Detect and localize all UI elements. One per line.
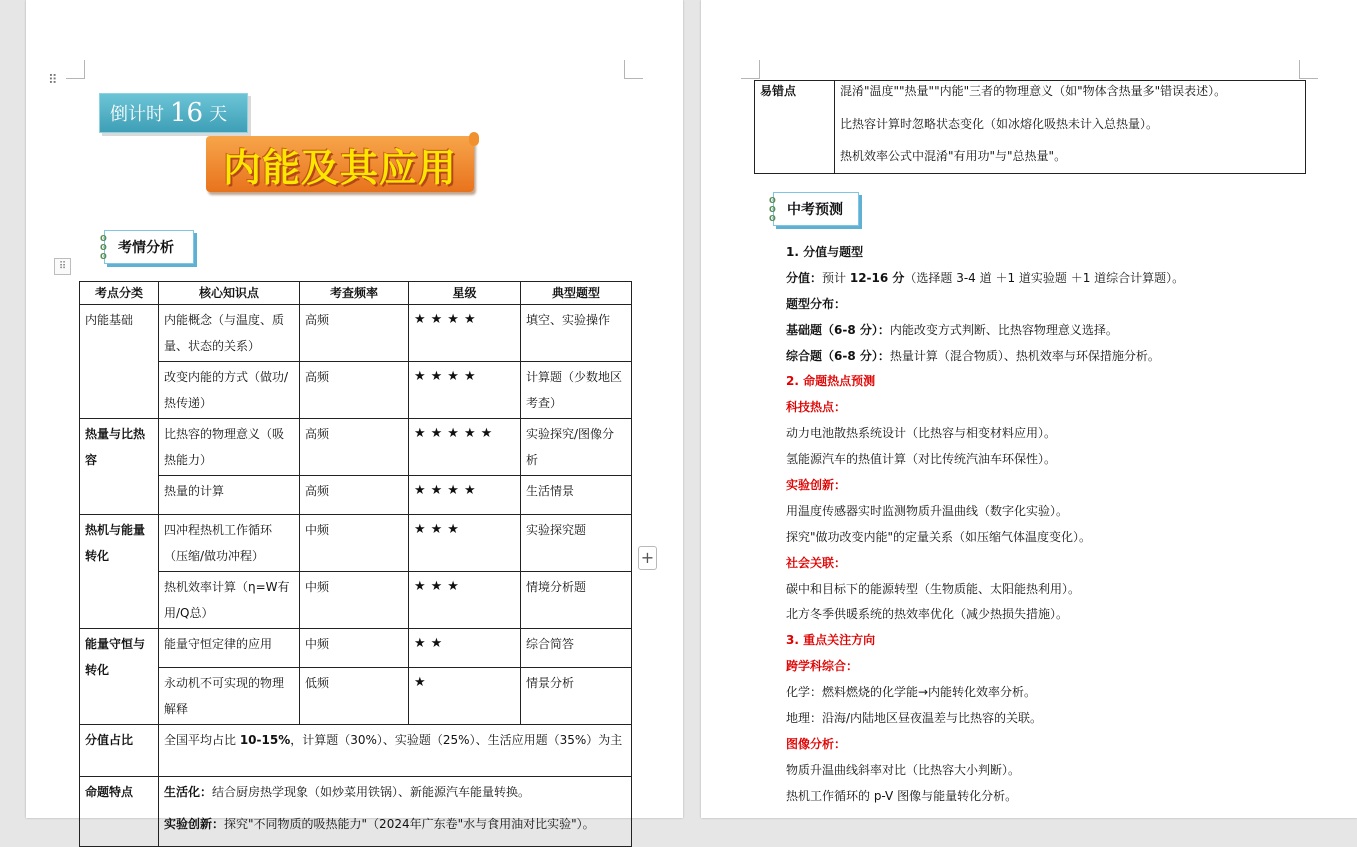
document-page-left[interactable] [26, 0, 683, 831]
label: 实验创新： [786, 478, 847, 493]
label: 综合题（6-8 分）： [786, 348, 890, 363]
star-rating-cell: ★★★ [409, 515, 521, 572]
category-cell: 命题特点 [80, 777, 159, 847]
document-page-right[interactable] [701, 0, 1357, 818]
feature-label: 生活化： [164, 785, 213, 799]
countdown-prefix: 倒计时 [110, 104, 164, 125]
paragraph: 物质升温曲线斜率对比（比热容大小判断）。 [786, 762, 1021, 777]
paragraph: 化学：燃料燃烧的化学能→内能转化效率分析。 [786, 685, 1037, 700]
table-row [80, 515, 632, 572]
question-type-cell: 情景分析 [521, 668, 632, 725]
heading: 2. 命题热点预测 [786, 374, 876, 389]
crop-mark [624, 60, 643, 79]
section-tag-analysis [100, 230, 194, 264]
paragraph [786, 266, 1326, 292]
section-title: 中考预测 [787, 202, 843, 218]
errors-cell [835, 81, 1306, 174]
category-cell: 热量与比热容 [80, 419, 159, 515]
crop-mark [1299, 60, 1318, 79]
table-row [80, 362, 632, 419]
text: 预计 [822, 270, 850, 285]
label: 基础题（6-8 分）： [786, 322, 890, 337]
score-share-pre: 全国平均占比 [164, 733, 240, 747]
label: 分值： [786, 270, 823, 285]
table-row [80, 572, 632, 629]
label: 科技热点： [786, 400, 847, 415]
heading: 1. 分值与题型 [786, 245, 864, 259]
paragraph: 氢能源汽车的热值计算（对比传统汽油车环保性）。 [786, 452, 1057, 467]
star-rating-cell: ★★ [409, 629, 521, 668]
star-rating-cell: ★★★ [409, 572, 521, 629]
feature-text: 探究"不同物质的吸热能力"（2024年广东卷"水与食用油对比实验"）。 [224, 817, 595, 831]
text: （选择题 3-4 道 ＋1 道实验题 ＋1 道综合计算题）。 [904, 270, 1185, 285]
text-bold: 12-16 分 [849, 270, 905, 285]
star-rating-cell: ★★★★ [409, 362, 521, 419]
chapter-title: 内能及其应用 [222, 145, 457, 190]
table-row [80, 476, 632, 515]
knowledge-cell: 热量的计算 [159, 476, 300, 515]
binder-rings-icon: ʘ ʘ ʘ [100, 234, 107, 261]
exam-analysis-table [79, 281, 632, 847]
label: 跨学科综合： [786, 659, 859, 674]
knowledge-cell: 四冲程热机工作循环（压缩/做功冲程） [159, 515, 300, 572]
paragraph [786, 318, 1326, 344]
table-header-cell: 考查频率 [300, 282, 409, 305]
question-type-cell: 生活情景 [521, 476, 632, 515]
question-type-cell: 综合简答 [521, 629, 632, 668]
knowledge-cell: 比热容的物理意义（吸热能力） [159, 419, 300, 476]
table-header-row [80, 282, 632, 305]
table-row [80, 725, 632, 777]
score-share-cell [159, 725, 632, 777]
question-type-cell: 实验探究/图像分析 [521, 419, 632, 476]
section-tag-prediction [769, 192, 859, 226]
frequency-cell: 高频 [300, 362, 409, 419]
score-share-range: 10-15% [239, 733, 291, 747]
table-header-cell: 考点分类 [80, 282, 159, 305]
frequency-cell: 中频 [300, 572, 409, 629]
star-rating-cell: ★★★★ [409, 305, 521, 362]
feature-line [164, 779, 626, 805]
crop-mark [66, 60, 85, 79]
category-cell: 易错点 [755, 81, 835, 174]
paragraph: 北方冬季供暖系统的热效率优化（减少热损失措施）。 [786, 607, 1069, 622]
paragraph-drag-handle-icon[interactable]: ⠿ [48, 73, 58, 88]
category-cell: 分值占比 [80, 725, 159, 777]
question-type-cell: 情境分析题 [521, 572, 632, 629]
add-column-plus-button[interactable]: + [638, 546, 657, 570]
category-cell: 内能基础 [80, 305, 159, 419]
paragraph: 热机工作循环的 p-V 图像与能量转化分析。 [786, 788, 1018, 803]
category-cell: 能量守恒与转化 [80, 629, 159, 725]
table-header-cell: 核心知识点 [159, 282, 300, 305]
features-cell [159, 777, 632, 847]
table-row [755, 81, 1306, 174]
category-cell: 热机与能量转化 [80, 515, 159, 629]
feature-text: 结合厨房热学现象（如炒菜用铁锅）、新能源汽车能量转换。 [212, 785, 531, 799]
paragraph: 动力电池散热系统设计（比热容与相变材料应用）。 [786, 426, 1057, 441]
error-item: 比热容计算时忽略状态变化（如冰熔化吸热未计入总热量）。 [840, 117, 1159, 131]
feature-label: 实验创新： [164, 817, 225, 831]
table-row [80, 777, 632, 847]
label: 题型分布： [786, 296, 847, 311]
prediction-content [786, 240, 1326, 810]
question-type-cell: 计算题（少数地区考查） [521, 362, 632, 419]
countdown-box [99, 93, 248, 133]
paragraph: 地理：沿海/内陆地区昼夜温差与比热容的关联。 [786, 711, 1043, 726]
heading: 3. 重点关注方向 [786, 633, 876, 648]
paragraph: 探究"做功改变内能"的定量关系（如压缩气体温度变化）。 [786, 529, 1092, 544]
text: 内能改变方式判断、比热容物理意义选择。 [889, 322, 1118, 337]
common-errors-table [754, 80, 1306, 174]
table-move-handle-icon[interactable]: ⠿ [54, 258, 71, 275]
text: 热量计算（混合物质）、热机效率与环保措施分析。 [889, 348, 1160, 363]
binder-rings-icon: ʘ ʘ ʘ [769, 196, 776, 223]
banner-curl-decoration [469, 132, 479, 146]
knowledge-cell: 热机效率计算（η=W有用/Q总） [159, 572, 300, 629]
frequency-cell: 低频 [300, 668, 409, 725]
knowledge-cell: 改变内能的方式（做功/热传递） [159, 362, 300, 419]
score-share-post: ，计算题（30%）、实验题（25%）、生活应用题（35%）为主 [290, 733, 623, 747]
question-type-cell: 实验探究题 [521, 515, 632, 572]
countdown-suffix: 天 [209, 104, 228, 125]
table-row [80, 668, 632, 725]
knowledge-cell: 能量守恒定律的应用 [159, 629, 300, 668]
crop-mark [741, 60, 760, 79]
knowledge-cell: 内能概念（与温度、质量、状态的关系） [159, 305, 300, 362]
countdown-number: 16 [170, 98, 204, 128]
frequency-cell: 中频 [300, 629, 409, 668]
paragraph: 用温度传感器实时监测物质升温曲线（数字化实验）。 [786, 503, 1069, 518]
star-rating-cell: ★ [409, 668, 521, 725]
paragraph: 碳中和目标下的能源转型（生物质能、太阳能热利用）。 [786, 581, 1081, 596]
section-title: 考情分析 [118, 240, 174, 256]
paragraph [786, 344, 1326, 370]
chapter-title-banner [206, 136, 474, 192]
label: 图像分析： [786, 736, 847, 751]
frequency-cell: 中频 [300, 515, 409, 572]
table-row [80, 305, 632, 362]
error-item: 混淆"温度""热量""内能"三者的物理意义（如"物体含热量多"错误表述）。 [840, 84, 1227, 98]
table-row [80, 629, 632, 668]
table-header-cell: 典型题型 [521, 282, 632, 305]
frequency-cell: 高频 [300, 419, 409, 476]
knowledge-cell: 永动机不可实现的物理解释 [159, 668, 300, 725]
error-item: 热机效率公式中混淆"有用功"与"总热量"。 [840, 149, 1067, 163]
frequency-cell: 高频 [300, 305, 409, 362]
table-row [80, 419, 632, 476]
label: 社会关联： [786, 555, 847, 570]
feature-line [164, 811, 626, 837]
question-type-cell: 填空、实验操作 [521, 305, 632, 362]
frequency-cell: 高频 [300, 476, 409, 515]
star-rating-cell: ★★★★★ [409, 419, 521, 476]
table-header-cell: 星级 [409, 282, 521, 305]
star-rating-cell: ★★★★ [409, 476, 521, 515]
